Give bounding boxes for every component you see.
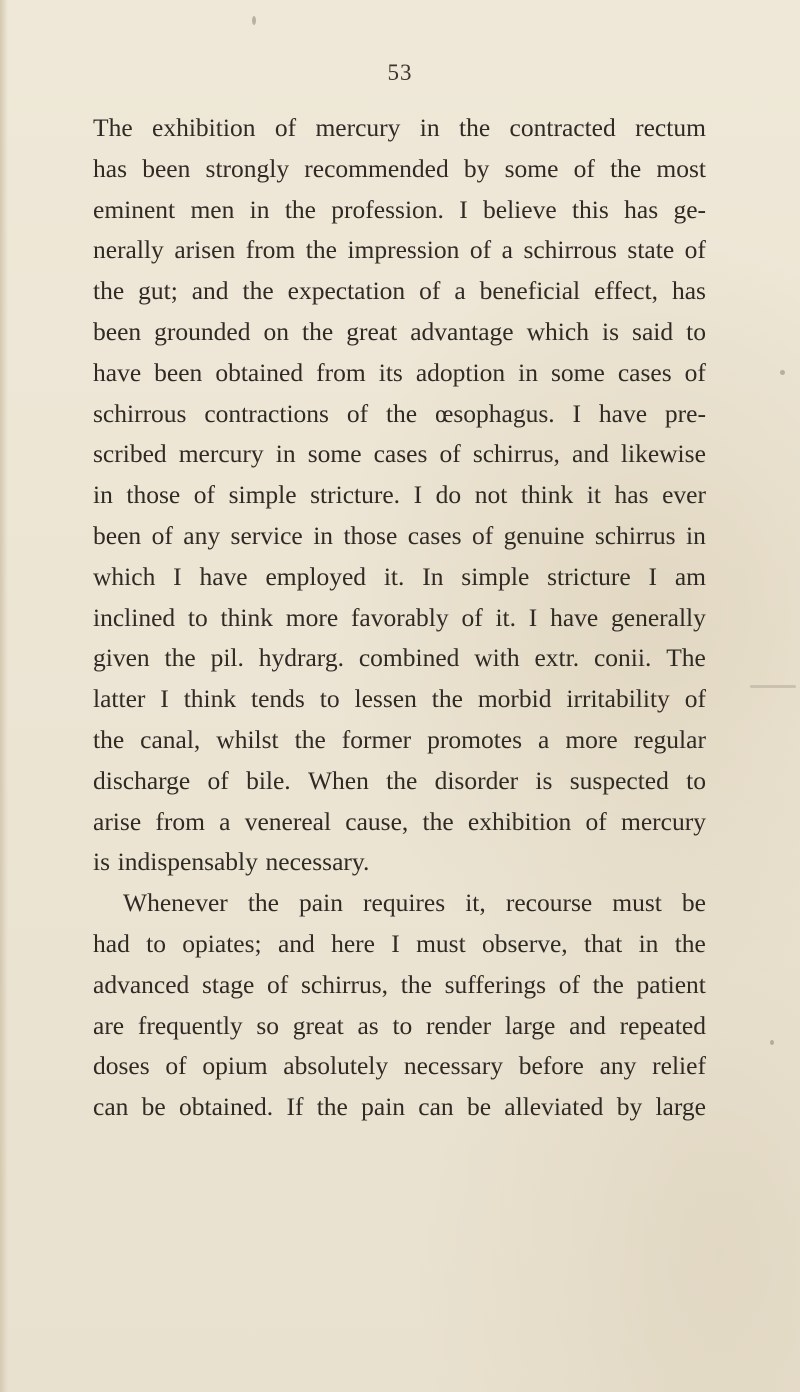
text-line: Whenever the pain requires it, recourse must be: [123, 888, 706, 918]
body-text: [93, 108, 706, 1128]
text-line: are frequently so great as to render large and repeated: [93, 1010, 706, 1040]
text-line: discharge of bile. When the disorder is suspected to: [93, 765, 706, 795]
text-line: inclined to think more favorably of it. I have generally: [93, 602, 706, 632]
text-line: advanced stage of schirrus, the sufferings of the patient: [93, 969, 706, 999]
text-line: has been strongly recommended by some of the most: [93, 153, 706, 183]
text-line: arise from a venereal cause, the exhibition of mercury: [93, 806, 706, 836]
paper-speck: [252, 16, 256, 25]
text-line: can be obtained. If the pain can be alleviated by large: [93, 1092, 706, 1122]
text-line: had to opiates; and here I must observe, that in the: [93, 928, 706, 958]
text-line: the canal, whilst the former promotes a more regular: [93, 724, 706, 754]
page-number: 53: [387, 60, 413, 85]
text-line: have been obtained from its adoption in some cases of: [93, 357, 706, 387]
text-line: nerally arisen from the impression of a schirrous state of: [93, 235, 706, 265]
text-line: schirrous contractions of the œsophagus. I have pre-: [93, 398, 706, 428]
text-line: in those of simple stricture. I do not think it has ever: [93, 480, 706, 510]
paper-speck: [780, 370, 785, 375]
text-line: been of any service in those cases of genuine schirrus in: [93, 520, 706, 550]
page-edge-shadow: [0, 0, 8, 1392]
paper-speck: [750, 685, 796, 688]
paper-speck: [770, 1040, 774, 1045]
text-line: latter I think tends to lessen the morbid irritability of: [93, 684, 706, 714]
text-line: eminent men in the profession. I believe this has ge-: [93, 194, 706, 224]
text-line: doses of opium absolutely necessary before any relief: [93, 1051, 706, 1081]
text-line: The exhibition of mercury in the contracted rectum: [93, 113, 706, 142]
paragraph: [93, 883, 706, 1128]
text-line: scribed mercury in some cases of schirrus, and likewise: [93, 439, 706, 469]
text-line: which I have employed it. In simple stricture I am: [93, 561, 706, 591]
text-line: the gut; and the expectation of a beneficial effect, has: [93, 276, 706, 306]
text-line: is indispensably necessary.: [93, 847, 370, 877]
paragraph: [93, 108, 706, 883]
text-line: given the pil. hydrarg. combined with extr. conii. The: [93, 643, 706, 673]
text-line: been grounded on the great advantage which is said to: [93, 316, 706, 346]
